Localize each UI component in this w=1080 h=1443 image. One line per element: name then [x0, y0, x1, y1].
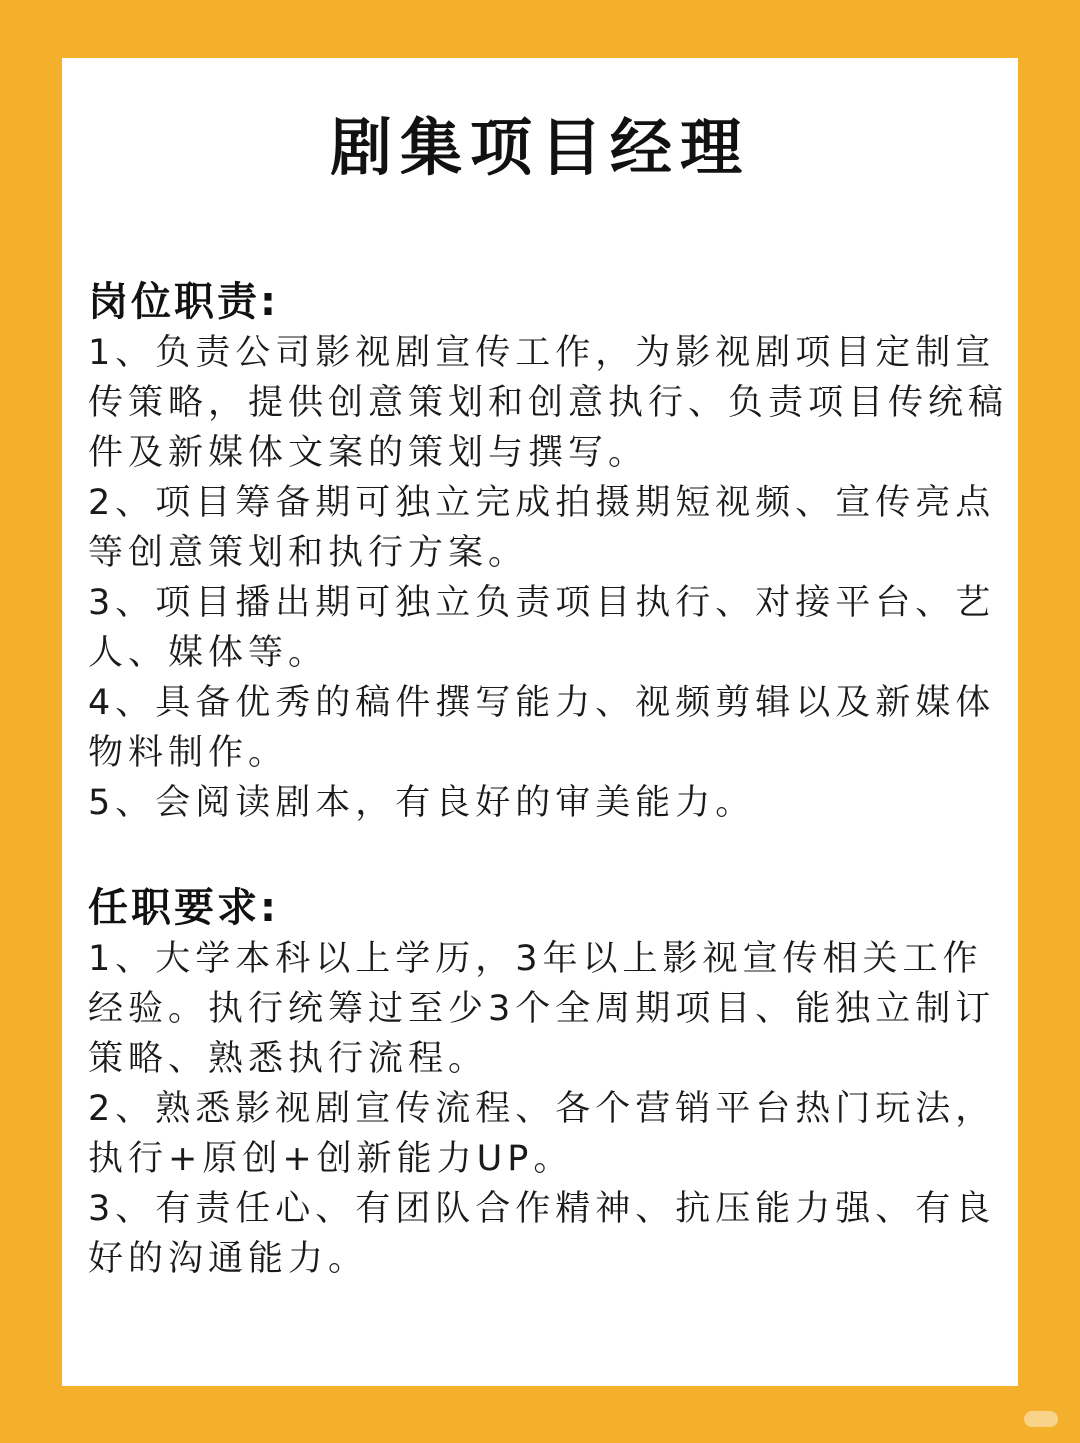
requirements-heading: 任职要求:: [88, 885, 279, 931]
requirement-item-1: 1、大学本科以上学历，3年以上影视宣传相关工作经验。执行统筹过至少3个全周期项目、能独立制订策略、熟悉执行流程。: [88, 939, 996, 1079]
duties-list: [88, 328, 1008, 828]
requirements-list: [88, 934, 1008, 1284]
duty-item-5: 5、会阅读剧本，有良好的审美能力。: [88, 783, 756, 823]
duty-item-3: 3、项目播出期可独立负责项目执行、对接平台、艺人、媒体等。: [88, 583, 996, 673]
duty-item-1: 1、负责公司影视剧宣传工作，为影视剧项目定制宣传策略，提供创意策划和创意执行、负责项目传统稿件及新媒体文案的策划与撰写。: [88, 333, 1009, 473]
requirement-item-2: 2、熟悉影视剧宣传流程、各个营销平台热门玩法，执行+原创+创新能力UP。: [88, 1089, 996, 1179]
watermark-logo: [1024, 1411, 1058, 1427]
page-title: 剧集项目经理: [329, 111, 750, 184]
requirement-item-3: 3、有责任心、有团队合作精神、抗压能力强、有良好的沟通能力。: [88, 1189, 996, 1279]
duties-section: [88, 276, 1008, 828]
duties-heading: 岗位职责:: [88, 279, 279, 325]
requirements-section: [88, 882, 1008, 1284]
duty-item-4: 4、具备优秀的稿件撰写能力、视频剪辑以及新媒体物料制作。: [88, 683, 996, 773]
duty-item-2: 2、项目筹备期可独立完成拍摄期短视频、宣传亮点等创意策划和执行方案。: [88, 483, 996, 573]
